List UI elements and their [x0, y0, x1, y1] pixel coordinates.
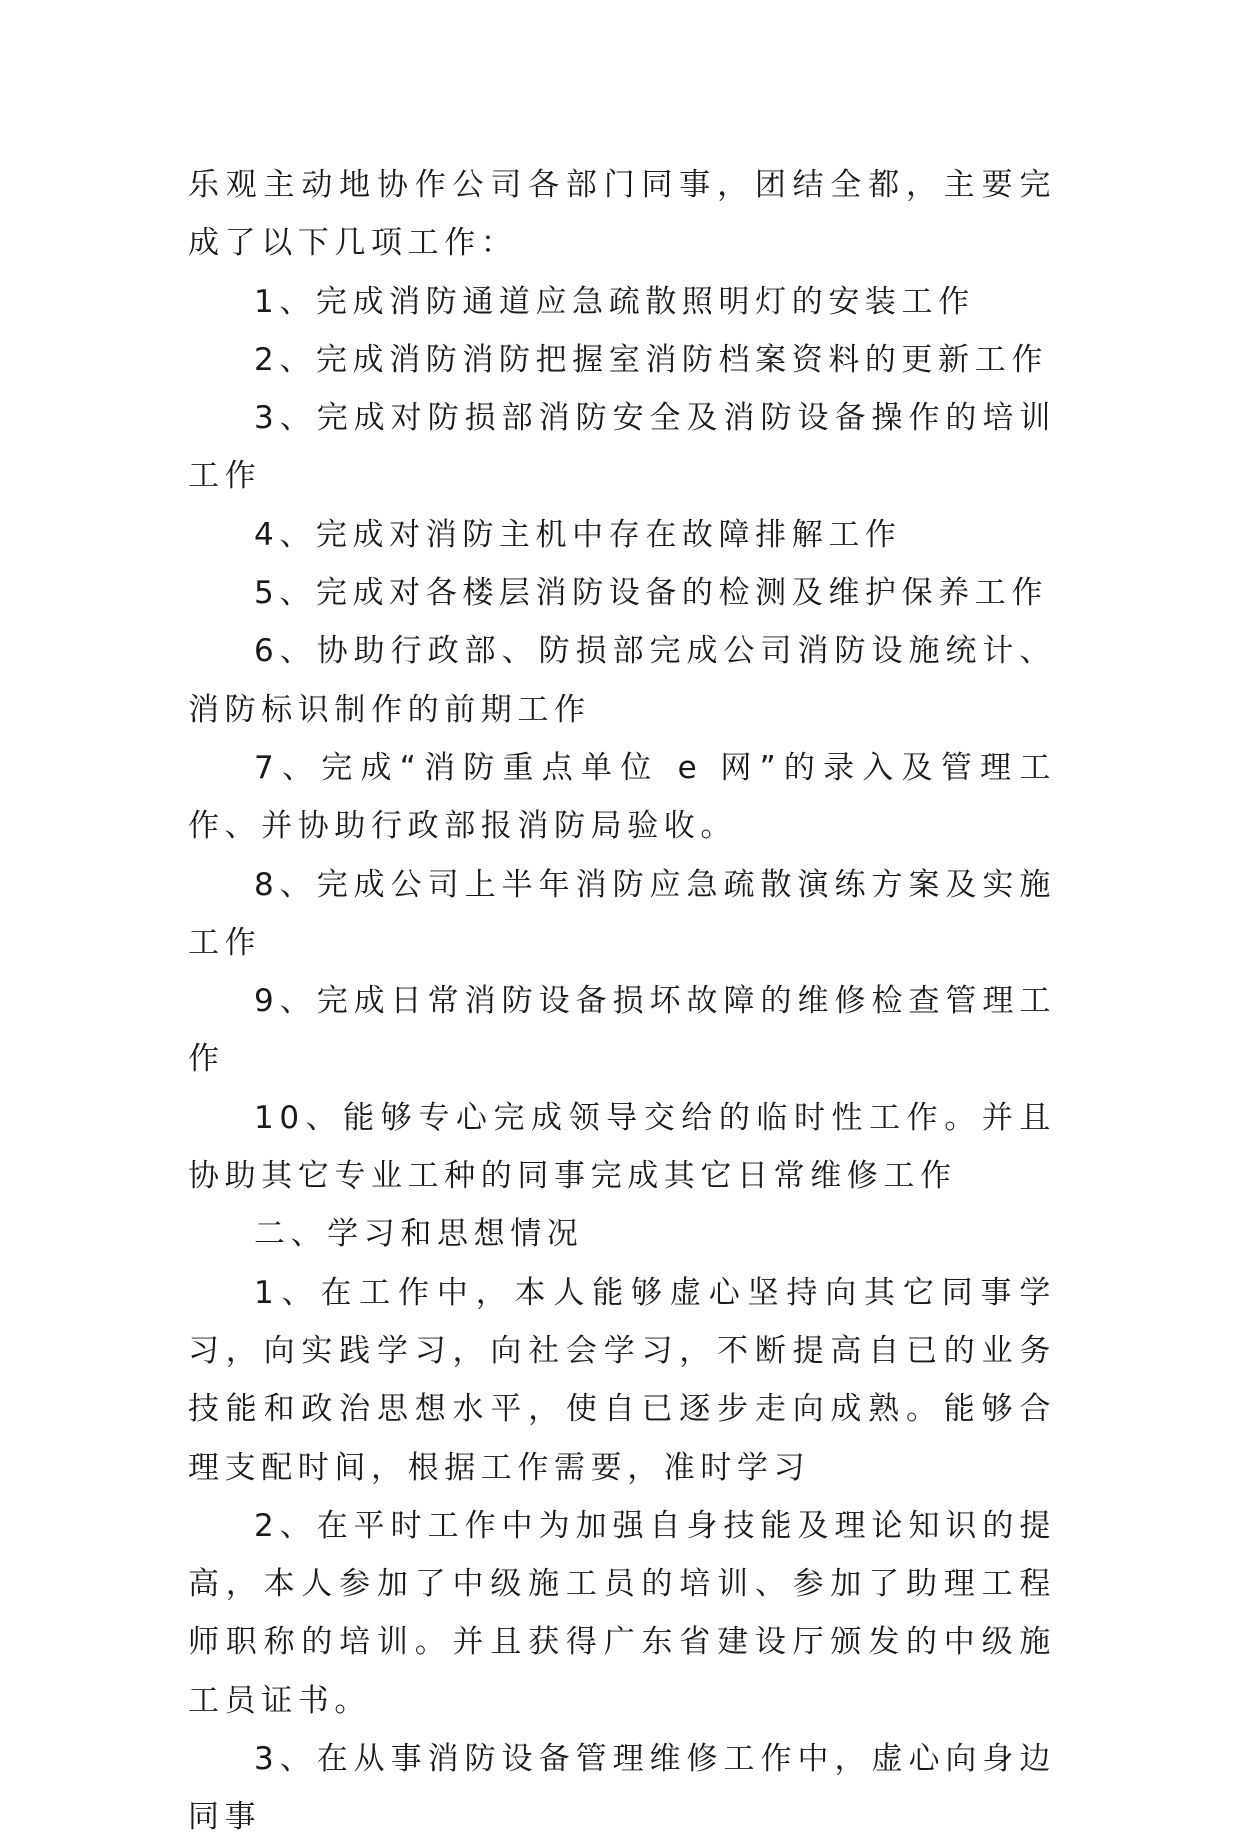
section-heading-study: 二、学习和思想情况 [254, 1216, 584, 1253]
paragraph-item-4: 4、完成对消防主机中存在故障排解工作 [254, 516, 902, 553]
document-body [188, 156, 1056, 1847]
paragraph-item-3: 3、完成对防损部消防安全及消防设备操作的培训工作 [188, 400, 1056, 495]
paragraph-item-8: 8、完成公司上半年消防应急疏散演练方案及实施工作 [188, 866, 1056, 961]
paragraph-item-9: 9、完成日常消防设备损坏故障的维修检查管理工作 [188, 983, 1056, 1078]
paragraph-study-3: 3、在从事消防设备管理维修工作中，虚心向身边同事 [188, 1741, 1056, 1836]
paragraph-intro: 乐观主动地协作公司各部门同事，团结全都，主要完成了以下几项工作： [188, 167, 1056, 262]
paragraph-item-2: 2、完成消防消防把握室消防档案资料的更新工作 [254, 341, 1048, 378]
paragraph-study-1: 1、在工作中，本人能够虚心坚持向其它同事学习，向实践学习，向社会学习，不断提高自已的业务技能和政治思想水平，使自已逐步走向成熟。能够合理支配时间，根据工作需要，准时学习 [188, 1274, 1056, 1486]
paragraph-item-5: 5、完成对各楼层消防设备的检测及维护保养工作 [254, 575, 1048, 612]
paragraph-item-7: 7、完成“消防重点单位 e 网”的录入及管理工作、并协助行政部报消防局验收。 [188, 749, 1056, 845]
paragraph-study-2: 2、在平时工作中为加强自身技能及理论知识的提高，本人参加了中级施工员的培训、参加了助理工程师职称的培训。并且获得广东省建设厅颁发的中级施工员证书。 [188, 1507, 1056, 1719]
paragraph-item-10: 10、能够专心完成领导交给的临时性工作。并且协助其它专业工种的同事完成其它日常维修工作 [188, 1099, 1056, 1195]
paragraph-item-6: 6、协助行政部、防损部完成公司消防设施统计、消防标识制作的前期工作 [188, 633, 1056, 728]
paragraph-item-1: 1、完成消防通道应急疏散照明灯的安装工作 [254, 283, 975, 320]
